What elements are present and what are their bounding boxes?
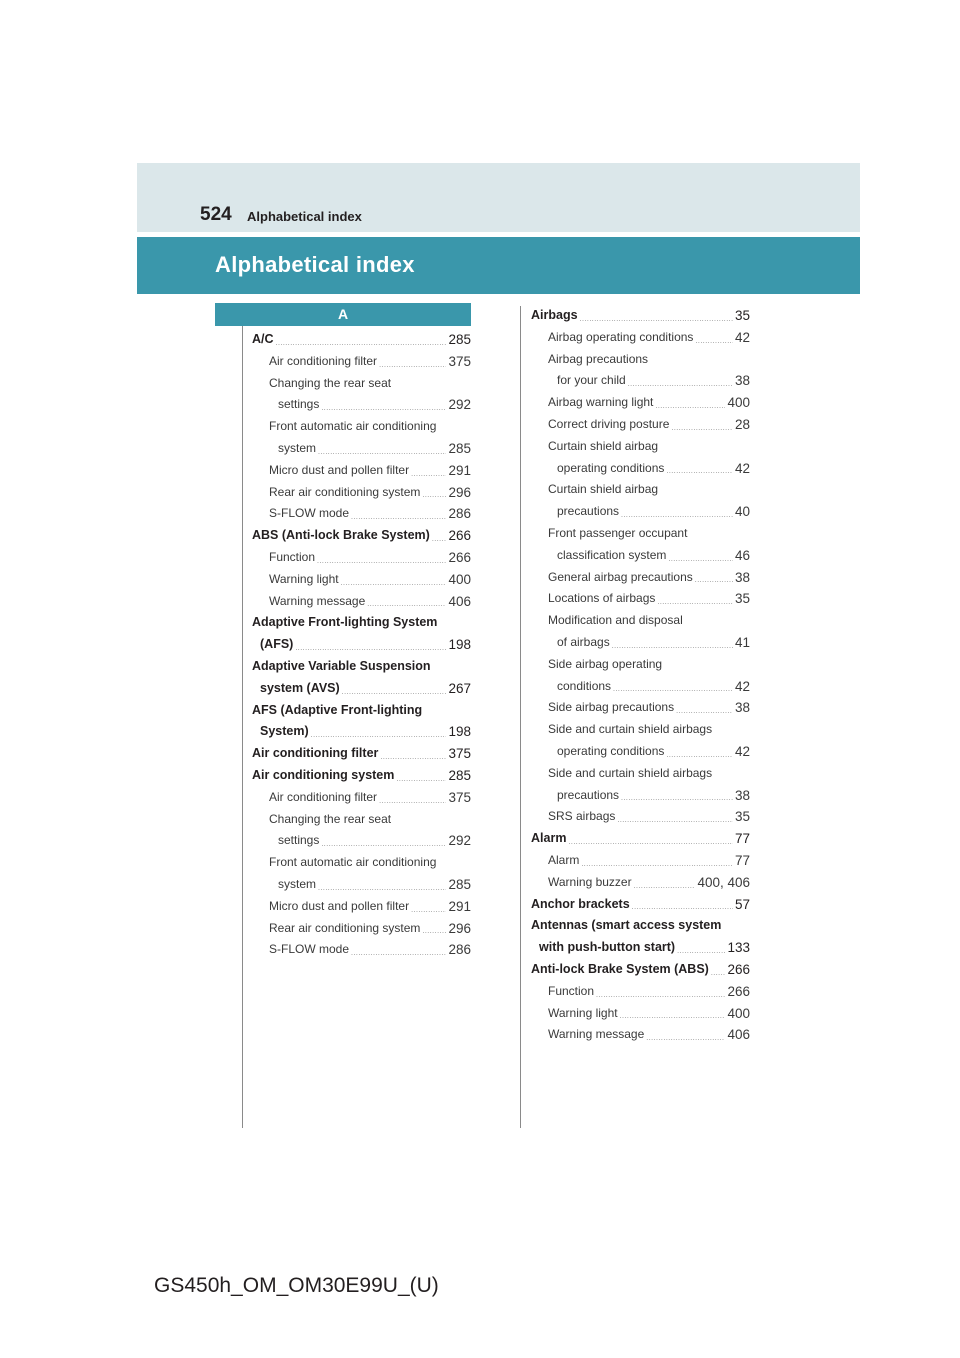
dot-leader [621,792,733,806]
dot-leader [621,509,733,523]
index-entry-page: 42 [734,460,750,476]
index-entry [252,830,471,852]
index-entry-label: conditions [557,678,612,693]
dot-leader [295,642,446,656]
index-entry [252,394,471,416]
dot-leader [580,313,733,327]
index-entry-label: (AFS) [260,637,294,652]
index-entry-label: for your child [557,373,626,388]
index-entry-page: 296 [448,920,471,936]
index-entry [531,545,750,567]
index-entry-label: settings [278,833,320,848]
index-entry-label: General airbag precautions [548,569,693,584]
index-entry-label: A/C [252,332,274,346]
index-entry [531,1024,750,1046]
index-entry [252,765,471,787]
dot-leader [613,683,733,697]
dot-leader [432,533,447,547]
dot-leader [655,400,725,414]
index-entry-label: Air conditioning filter [252,746,379,761]
dot-leader [321,838,446,852]
index-entry [531,414,750,436]
index-entry-label: precautions [557,787,620,802]
index-entry-page: 406 [727,1027,750,1043]
dot-leader [321,402,446,416]
index-entry-page: 266 [448,528,471,544]
index-entry [252,329,471,351]
dot-leader [646,1032,725,1046]
index-entry-label: Air conditioning filter [269,789,378,804]
index-entry-heading [252,809,471,831]
index-entry-label: Air conditioning system [252,767,395,782]
index-entry [252,874,471,896]
index-entry-label: Airbag operating conditions [548,329,694,344]
dot-leader [596,989,725,1003]
index-entry [531,327,750,349]
index-entry-label: Front passenger occupant [548,525,688,540]
dot-leader [318,882,446,896]
dot-leader [628,378,733,392]
index-entry-label: System) [260,724,309,739]
index-entry-label: Air conditioning filter [269,353,378,368]
index-entry-page: 35 [734,308,750,323]
index-entry-label: system (AVS) [260,680,340,695]
index-entry [531,937,750,959]
index-entry [531,676,750,698]
dot-leader [676,705,733,719]
index-entry-label: Curtain shield airbag [548,482,659,497]
index-entry-heading [531,654,750,676]
index-entry-heading [252,373,471,395]
page-number: 524 [200,204,232,225]
index-entry-page: 375 [448,789,471,805]
index-entry [531,894,750,916]
index-entry-label: classification system [557,547,667,562]
index-entry-page: 285 [448,767,471,783]
index-entry-label: Alarm [548,852,580,867]
index-entry-page: 292 [448,397,471,413]
dot-leader [317,555,446,569]
index-entry-page: 286 [448,942,471,958]
dot-leader [367,598,446,612]
index-entry-page: 267 [448,680,471,696]
index-entry-label: Adaptive Front-lighting System [252,615,438,630]
index-entry-label: Alarm [531,831,567,846]
index-entry [531,501,750,523]
index-entry-page: 133 [727,940,750,956]
index-entry-heading [252,612,471,634]
index-entry-page: 198 [448,637,471,653]
index-entry [252,634,471,656]
index-entry-page: 266 [727,961,750,977]
dot-leader [341,577,447,591]
index-entry-label: Micro dust and pollen filter [269,898,410,913]
index-entry-heading [252,416,471,438]
index-entry [252,939,471,961]
index-entry-label: Adaptive Variable Suspension [252,658,431,673]
index-entry-heading [531,349,750,371]
index-entry-page: 375 [448,353,471,369]
index-entry-label: system [278,440,317,455]
index-entry-page: 400, 406 [697,874,750,890]
index-entry-page: 291 [448,462,471,478]
index-entry-label: Warning light [548,1005,618,1020]
index-entry [252,743,471,765]
index-column-left [252,329,471,961]
index-entry-page: 286 [448,506,471,522]
dot-leader [342,686,447,700]
index-entry-page: 285 [448,440,471,456]
index-entry-heading [531,523,750,545]
index-entry-label: Airbags [531,308,578,322]
dot-leader [711,967,726,981]
index-entry [531,305,750,327]
index-entry-page: 292 [448,833,471,849]
header-section-title: Alphabetical index [247,209,362,224]
index-entry-page: 285 [448,332,471,347]
index-entry-label: Antennas (smart access system [531,918,722,933]
index-entry-label: Correct driving posture [548,416,670,431]
index-entry [531,392,750,414]
index-entry-label: S-FLOW mode [269,506,350,521]
index-entry [252,678,471,700]
index-entry [531,828,750,850]
dot-leader [581,858,733,872]
dot-leader [276,337,447,351]
document-code: GS450h_OM_OM30E99U_(U) [154,1274,439,1297]
index-entry-label: Warning message [269,593,366,608]
index-entry [531,959,750,981]
index-entry-label: Modification and disposal [548,613,683,628]
index-entry-label: ABS (Anti-lock Brake System) [252,528,430,543]
index-entry-heading [252,852,471,874]
index-entry [252,591,471,613]
index-entry-page: 77 [734,852,750,868]
dot-leader [695,574,733,588]
index-entry-heading [531,763,750,785]
dot-leader [695,335,733,349]
dot-leader [318,446,446,460]
dot-leader [380,751,446,765]
index-entry-page: 38 [734,569,750,585]
dot-leader [311,729,447,743]
right-column-rule [520,306,521,1128]
index-entry-page: 57 [734,896,750,912]
index-entry-page: 406 [448,593,471,609]
index-entry-page: 40 [734,504,750,520]
index-entry-page: 400 [448,571,471,587]
index-entry-heading [531,479,750,501]
dot-leader [422,925,446,939]
left-column-rule [242,306,243,1128]
dot-leader [634,880,696,894]
index-entry-page: 41 [734,634,750,650]
index-entry-label: Changing the rear seat [269,375,392,390]
index-entry-page: 35 [734,809,750,825]
index-entry-label: Rear air conditioning system [269,920,421,935]
index-entry-label: of airbags [557,634,610,649]
dot-leader [632,901,733,915]
dot-leader [351,511,446,525]
index-entry [531,458,750,480]
index-entry [252,569,471,591]
index-entry-heading [531,436,750,458]
index-entry-page: 291 [448,898,471,914]
index-entry [252,525,471,547]
index-entry [252,351,471,373]
dot-leader [671,422,733,436]
index-entry-label: Side airbag operating [548,656,663,671]
index-entry [531,567,750,589]
index-entry-label: Warning buzzer [548,874,632,889]
index-entry [531,1003,750,1025]
index-entry [252,721,471,743]
index-entry-page: 38 [734,700,750,716]
index-entry [252,896,471,918]
index-entry-page: 375 [448,746,471,762]
index-entry [531,370,750,392]
index-entry [252,787,471,809]
index-entry-page: 42 [734,678,750,694]
dot-leader [351,947,446,961]
index-entry-page: 46 [734,547,750,563]
dot-leader [677,945,725,959]
index-entry-page: 42 [734,743,750,759]
index-entry-page: 38 [734,787,750,803]
index-entry [531,872,750,894]
index-entry [252,460,471,482]
index-entry-label: system [278,876,317,891]
index-entry-label: S-FLOW mode [269,942,350,957]
index-entry-label: Function [269,549,316,564]
index-entry-label: AFS (Adaptive Front-lighting [252,702,423,717]
dot-leader [379,359,446,373]
index-entry [252,438,471,460]
index-entry-label: Function [548,983,595,998]
index-entry-label: Warning message [548,1027,645,1042]
index-entry-heading [252,700,471,722]
dot-leader [612,640,733,654]
index-entry-label: Warning light [269,571,339,586]
dot-leader [379,795,446,809]
index-entry-page: 285 [448,876,471,892]
index-entry-heading [531,610,750,632]
index-entry-page: 77 [734,831,750,847]
index-entry-page: 400 [727,1005,750,1021]
index-entry-label: Side and curtain shield airbags [548,765,713,780]
index-entry-label: Side airbag precautions [548,700,675,715]
index-entry-label: precautions [557,504,620,519]
dot-leader [657,596,733,610]
index-entry-label: Curtain shield airbag [548,438,659,453]
index-column-right [531,305,750,1046]
index-entry-page: 35 [734,591,750,607]
index-entry-label: operating conditions [557,460,665,475]
index-entry-label: SRS airbags [548,809,616,824]
index-entry-page: 38 [734,373,750,389]
index-entry [531,632,750,654]
dot-leader [396,773,446,787]
index-entry [531,588,750,610]
index-entry-heading [531,719,750,741]
index-entry [531,850,750,872]
index-entry-page: 296 [448,484,471,500]
index-entry-label: Front automatic air conditioning [269,419,437,434]
index-entry [531,806,750,828]
index-entry-label: operating conditions [557,743,665,758]
index-entry-label: Front automatic air conditioning [269,855,437,870]
index-entry [252,482,471,504]
dot-leader [666,465,733,479]
index-entry-label: Anti-lock Brake System (ABS) [531,961,709,976]
index-entry-page: 42 [734,329,750,345]
index-entry-label: Changing the rear seat [269,811,392,826]
dot-leader [422,489,446,503]
index-entry [531,741,750,763]
dot-leader [668,553,733,567]
dot-leader [620,1010,726,1024]
index-entry-page: 266 [448,549,471,565]
index-entry-heading [531,915,750,937]
section-letter-header: A [215,303,471,326]
index-entry [252,918,471,940]
index-entry [252,547,471,569]
index-entry-label: Anchor brackets [531,896,630,911]
index-entry-label: Rear air conditioning system [269,484,421,499]
index-entry [252,503,471,525]
dot-leader [411,904,446,918]
index-entry-heading [252,656,471,678]
dot-leader [666,749,733,763]
dot-leader [568,836,733,850]
index-entry-label: Airbag precautions [548,351,649,366]
dot-leader [411,468,446,482]
index-entry [531,697,750,719]
index-entry-page: 266 [727,983,750,999]
index-entry-page: 28 [734,416,750,432]
index-entry-page: 198 [448,724,471,740]
index-entry [531,785,750,807]
index-entry-label: Locations of airbags [548,591,656,606]
index-entry [531,981,750,1003]
index-entry-label: Side and curtain shield airbags [548,722,713,737]
index-entry-page: 400 [727,395,750,411]
index-entry-label: settings [278,397,320,412]
header-band [137,163,860,232]
dot-leader [617,814,733,828]
index-entry-label: Micro dust and pollen filter [269,462,410,477]
index-entry-label: with push-button start) [539,940,676,955]
page-title: Alphabetical index [215,252,415,277]
index-entry-label: Airbag warning light [548,395,654,410]
